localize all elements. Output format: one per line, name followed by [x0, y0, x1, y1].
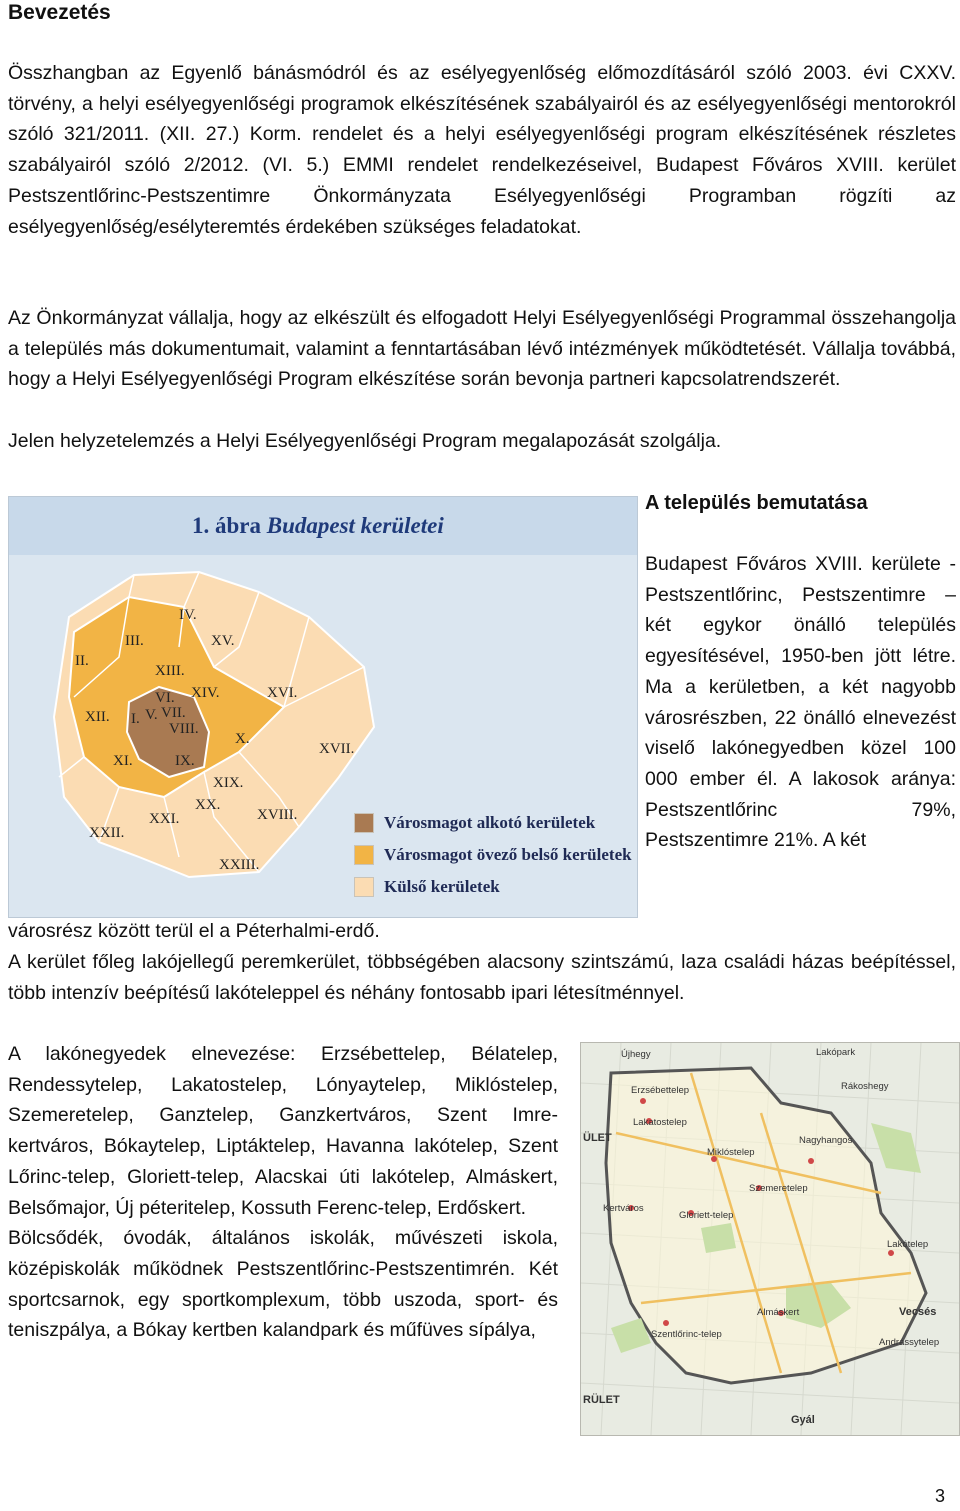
figure-number: 1. ábra: [192, 513, 261, 538]
map-label-gyal: Gyál: [791, 1414, 815, 1426]
district-label-xvii: XVII.: [319, 741, 355, 757]
section-heading: Bevezetés: [8, 1, 111, 24]
district-label-xi: XI.: [113, 753, 133, 769]
district-label-xviii: XVIII.: [257, 807, 298, 823]
institutions-paragraph: Bölcsődék, óvodák, általános iskolák, művészeti iskola, középiskolák működnek Pestszentlőrinc-Pestszentimrén. Két sportcsarnok, egy sportkomplexum, több uszoda, sport- és teniszpálya, a Bókay kertben kalandpark és műfüves sípálya,: [8, 1227, 558, 1342]
map-label-ujhegy: Újhegy: [621, 1049, 651, 1060]
district-label-xii: XII.: [85, 709, 110, 725]
map-label-lakotelep: Lakótelep: [887, 1239, 929, 1250]
district-label-xx: XX.: [195, 797, 221, 813]
legend-swatch-core: [354, 813, 374, 833]
map-label-nagyhangos: Nagyhangos: [799, 1135, 853, 1146]
intro-paragraph: Összhangban az Egyenlő bánásmódról és az esélyegyenlőség előmozdításáról szóló 2003. évi CXXV. törvény, a helyi esélyegyenlőségi programok elkészítésének szabályairól és az esélyegyenlőségi mentorokról szóló 321/2011. (XII. 27.) Korm. rendelet és a helyi esélyegyenlőségi program elkészítésének részletes szabályairól szóló 2/2012. (VI. 5.) EMMI rendelet rendelkezéseivel, Budapest Főváros XVIII. kerület Pestszentlőrinc-Pestszentimre Önkormányzata Esélyegyenlőségi Programban rögzíti az esélyegyenlőség/esélyteremtés érdekében szükséges feladatokat.: [8, 62, 956, 238]
district-label-x: X.: [235, 731, 250, 747]
district-label-vii: VII.: [161, 705, 186, 721]
map-label-rakoshegy: Rákoshegy: [841, 1081, 889, 1092]
district-label-xxi: XXI.: [149, 811, 180, 827]
legend-label: Külső kerületek: [384, 877, 500, 896]
page-number: 3: [935, 1486, 946, 1506]
district-label-iii: III.: [125, 633, 144, 649]
legend-item: [354, 871, 632, 903]
district-label-ix: IX.: [175, 753, 195, 769]
map-label-andrassy: Andrássytelep: [879, 1337, 940, 1348]
map-label-szemeretelep: Szemeretelep: [749, 1183, 808, 1194]
settlement-intro-continuation: városrész között terül el a Péterhalmi-erdő.: [8, 920, 380, 942]
map-label-ulet-top: ÜLET: [583, 1132, 612, 1144]
district-label-xv: XV.: [211, 633, 235, 649]
district-label-xiii: XIII.: [155, 663, 185, 679]
district-map-svg: [581, 1043, 959, 1435]
district-label-i: I.: [131, 711, 140, 727]
map-label-erzsebettelep: Erzsébettelep: [631, 1085, 690, 1096]
district-label-xvi: XVI.: [267, 685, 298, 701]
legend-item: [354, 807, 632, 839]
district-character-paragraph: A kerület főleg lakójellegű peremkerület, többségében alacsony szintszámú, laza családi házas beépítéssel, több intenzív beépítésű lakóteleppel és néhány fontosabb ipari létesítménnyel.: [8, 951, 956, 1004]
legend-label: Városmagot alkotó kerületek: [384, 813, 596, 832]
district-label-v: V.: [145, 707, 158, 723]
commitment-paragraph: Az Önkormányzat vállalja, hogy az elkészült és elfogadott Helyi Esélyegyenlőségi Programmal összehangolja a település más dokumentumait, valamint a fenntartásában lévő intézmények működtetését. Vállalja továbbá, hogy a Helyi Esélyegyenlőségi Program elkészítése során bevonja partneri kapcsolatrendszerét.: [8, 307, 956, 391]
map-label-kertvaros: Kertváros: [603, 1203, 644, 1214]
map-label-lakatostelep: Lakatostelep: [633, 1117, 687, 1128]
neighbourhoods-column: [8, 1039, 558, 1346]
map-label-rulet-bottom: RÜLET: [583, 1394, 620, 1406]
purpose-paragraph: Jelen helyzetelemzés a Helyi Esélyegyenlőségi Program megalapozását szolgálja.: [8, 430, 722, 452]
legend-swatch-inner: [354, 845, 374, 865]
settlement-intro-paragraph: Budapest Főváros XVIII. kerülete - Pestszentlőrinc, Pestszentimre – két egykor önálló település egyesítésével, 1950-ben jött létre. Ma a kerületben, a két nagyobb városrészben, 22 önálló elnevezést viselő lakónegyedben közel 100 000 ember él. A lakosok aránya: Pestszentlőrinc 79%, Pestszentimre 21%. A két: [645, 553, 956, 852]
district-label-xxii: XXII.: [89, 825, 125, 841]
map-label-almaskert: Almáskert: [757, 1307, 800, 1318]
budapest-districts-figure: [8, 496, 638, 918]
settlement-section-title: A település bemutatása: [645, 492, 868, 514]
district-label-xiv: XIV.: [191, 685, 220, 701]
district-label-iv: IV.: [179, 607, 197, 623]
figure-legend: [354, 807, 632, 903]
legend-label: Városmagot övező belső kerületek: [384, 845, 632, 864]
map-label-lakopark: Lakópark: [816, 1047, 856, 1058]
figure-name: Budapest kerületei: [266, 513, 444, 538]
neighbourhoods-paragraph: A lakónegyedek elnevezése: Erzsébettelep, Bélatelep, Rendessytelep, Lakatostelep, Lónyaytelep, Miklóstelep, Szemeretelep, Ganztelep, Ganzkertváros, Szent Imre-kertváros, Bókaytelep, Liptáktelep, Havanna lakótelep, Szent Lőrinc-telep, Gloriett-telep, Alacskai úti lakótelep, Almáskert, Belsőmajor, Új péteritelep, Kossuth Ferenc-telep, Erdőskert.: [8, 1043, 558, 1219]
district-label-xxiii: XXIII.: [219, 857, 260, 873]
district-label-xix: XIX.: [213, 775, 244, 791]
legend-swatch-outer: [354, 877, 374, 897]
legend-item: [354, 839, 632, 871]
map-label-miklostelep: Miklóstelep: [707, 1147, 755, 1158]
district-label-vi: VI.: [155, 690, 175, 706]
district-xviii-map: [580, 1042, 960, 1436]
map-label-szentlorinc: Szentlőrinc-telep: [651, 1329, 722, 1340]
map-label-vecses: Vecsés: [899, 1306, 937, 1318]
district-label-viii: VIII.: [169, 721, 199, 737]
map-label-gloriett: Gloriett-telep: [679, 1210, 734, 1221]
district-label-ii: II.: [75, 653, 89, 669]
